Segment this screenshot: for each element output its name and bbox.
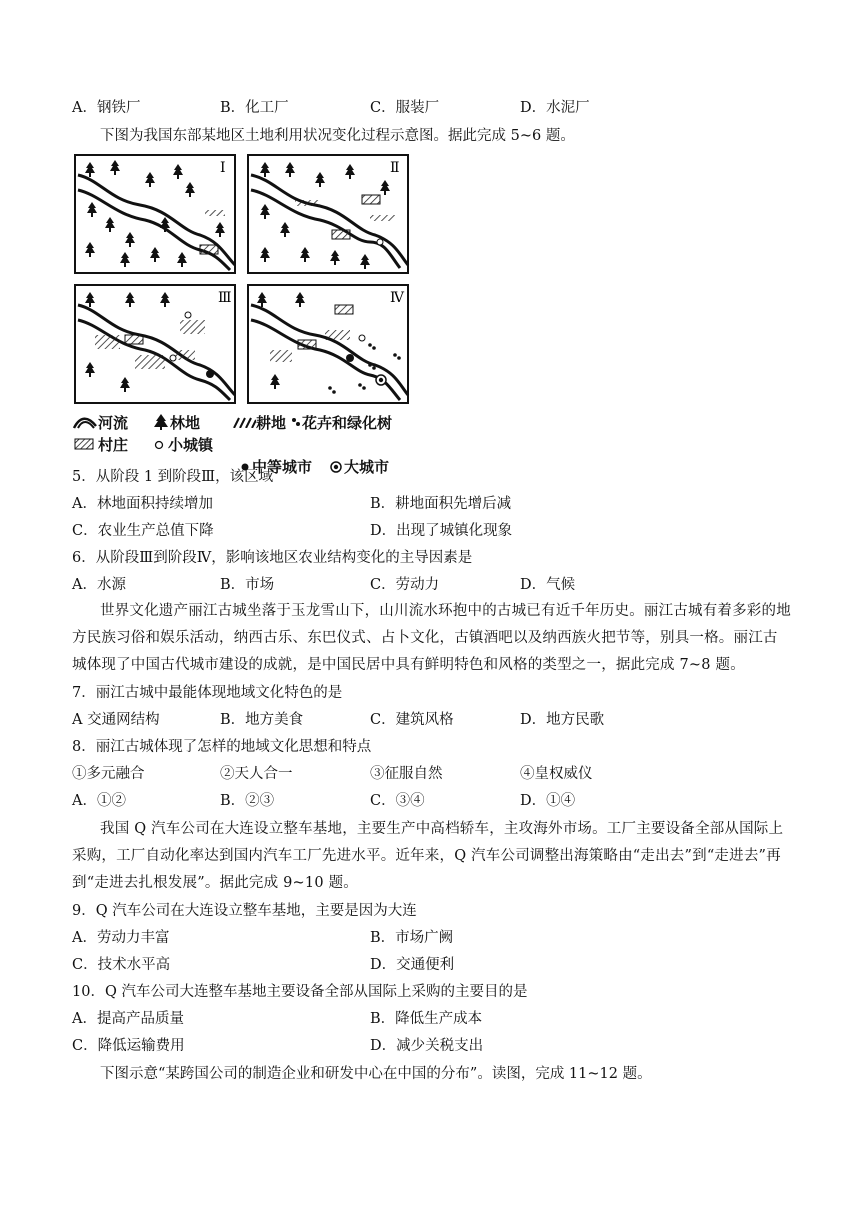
q6-stem: 6．从阶段Ⅲ到阶段Ⅳ，影响该地区农业结构变化的主导因素是 bbox=[72, 550, 473, 566]
intro-5-6: 下图为我国东部某地区土地利用状况变化过程示意图。据此完成 5~6 题。 bbox=[100, 128, 575, 144]
q10-option-a: A．提高产品质量 bbox=[72, 1011, 184, 1027]
q8-item-1: ①多元融合 bbox=[72, 766, 145, 782]
legend-village: 村庄 bbox=[98, 436, 129, 454]
q7-option-d: D．地方民歌 bbox=[520, 712, 605, 728]
big-city-icon bbox=[330, 461, 342, 473]
q4-option-a: A．钢铁厂 bbox=[72, 100, 141, 116]
q4-option-c: C．服装厂 bbox=[370, 100, 440, 116]
legend-big-city: 大城市 bbox=[344, 458, 390, 476]
legend-farmland: 耕地 bbox=[256, 414, 287, 432]
q10-option-b: B．降低生产成本 bbox=[370, 1011, 483, 1027]
q5-option-a: A．林地面积持续增加 bbox=[72, 496, 213, 512]
q4-option-b: B．化工厂 bbox=[220, 100, 289, 116]
map-panel-2 bbox=[248, 155, 408, 273]
map-panel-3 bbox=[75, 285, 235, 403]
q10-stem: 10．Q 汽车公司大连整车基地主要设备全部从国际上采购的主要目的是 bbox=[72, 984, 528, 1000]
q10-option-d: D．减少关税支出 bbox=[370, 1038, 484, 1054]
q6-option-c: C．劳动力 bbox=[370, 577, 440, 593]
q5-option-b: B．耕地面积先增后减 bbox=[370, 496, 512, 512]
q8-item-3: ③征服自然 bbox=[370, 766, 443, 782]
intro-11-12: 下图示意“某跨国公司的制造企业和研发中心在中国的分布”。读图，完成 11~12 题。 bbox=[100, 1066, 652, 1082]
q9-option-d: D．交通便利 bbox=[370, 957, 455, 973]
q5-stem: 5．从阶段 1 到阶段Ⅲ，该区域 bbox=[72, 469, 274, 485]
panel-label-3: Ⅲ bbox=[218, 290, 232, 306]
q5-option-c: C．农业生产总值下降 bbox=[72, 523, 214, 539]
q4-option-d: D．水泥厂 bbox=[520, 100, 590, 116]
tree-icon bbox=[154, 414, 168, 430]
village-icon bbox=[74, 438, 94, 450]
q6-option-b: B．市场 bbox=[220, 577, 275, 593]
farmland-icon bbox=[232, 416, 256, 428]
q5-option-d: D．出现了城镇化现象 bbox=[370, 523, 513, 539]
panel-label-4: Ⅳ bbox=[390, 290, 404, 306]
map-panel-4 bbox=[248, 285, 408, 403]
intro-7-8: 世界文化遗产丽江古城坐落于玉龙雪山下，山川流水环抱中的古城已有近千年历史。丽江古城有着多彩的地方民族习俗和娱乐活动，纳西古乐、东巴仪式、占卜文化，古镇酒吧以及纳西族火把节等，别具一格。丽江古城体现了中国古代城市建设的成就，是中国民居中具有鲜明特色和风格的类型之一，据此完成 7~8 题。 bbox=[72, 603, 791, 673]
q6-option-d: D．气候 bbox=[520, 577, 576, 593]
q7-option-c: C．建筑风格 bbox=[370, 712, 454, 728]
q9-option-b: B．市场广阙 bbox=[370, 930, 454, 946]
q8-stem: 8．丽江古城体现了怎样的地域文化思想和特点 bbox=[72, 739, 372, 755]
q9-option-a: A．劳动力丰富 bbox=[72, 930, 170, 946]
legend-small-town: 小城镇 bbox=[168, 436, 214, 454]
q9-option-c: C．技术水平高 bbox=[72, 957, 171, 973]
q6-option-a: A．水源 bbox=[72, 577, 126, 593]
q8-item-4: ④皇权威仪 bbox=[520, 766, 593, 782]
q8-option-b: B．②③ bbox=[220, 793, 275, 809]
q10-option-c: C．降低运输费用 bbox=[72, 1038, 185, 1054]
panel-label-1: Ⅰ bbox=[220, 160, 226, 176]
intro-9-10: 我国 Q 汽车公司在大连设立整车基地，主要生产中高档轿车，主攻海外市场。工厂主要设备全部从国际上采购，工厂自动化率达到国内汽车工厂先进水平。近年来，Q 汽车公司调整出海策略由“走出去”到“走进去”再到“走进去扎根发展”。据此完成 9~10 题。 bbox=[72, 821, 784, 891]
small-town-icon bbox=[154, 440, 164, 450]
legend-river: 河流 bbox=[98, 414, 129, 432]
q8-option-c: C．③④ bbox=[370, 793, 425, 809]
q7-option-b: B．地方美食 bbox=[220, 712, 304, 728]
legend-forest: 林地 bbox=[170, 414, 201, 432]
panel-label-2: Ⅱ bbox=[390, 160, 400, 176]
flower-icon bbox=[290, 416, 302, 428]
q8-item-2: ②天人合一 bbox=[220, 766, 293, 782]
legend-medium-city: 中等城市 bbox=[252, 458, 313, 476]
river-icon bbox=[72, 414, 98, 430]
land-use-map-figure bbox=[70, 150, 415, 410]
q7-option-a: A 交通网结构 bbox=[72, 712, 160, 728]
q8-option-d: D．①④ bbox=[520, 793, 576, 809]
q9-stem: 9．Q 汽车公司在大连设立整车基地，主要是因为大连 bbox=[72, 903, 417, 919]
q7-stem: 7．丽江古城中最能体现地域文化特色的是 bbox=[72, 685, 343, 701]
map-panel-1 bbox=[75, 155, 235, 273]
legend-flowers: 花卉和绿化树 bbox=[302, 414, 393, 432]
q8-option-a: A．①② bbox=[72, 793, 126, 809]
